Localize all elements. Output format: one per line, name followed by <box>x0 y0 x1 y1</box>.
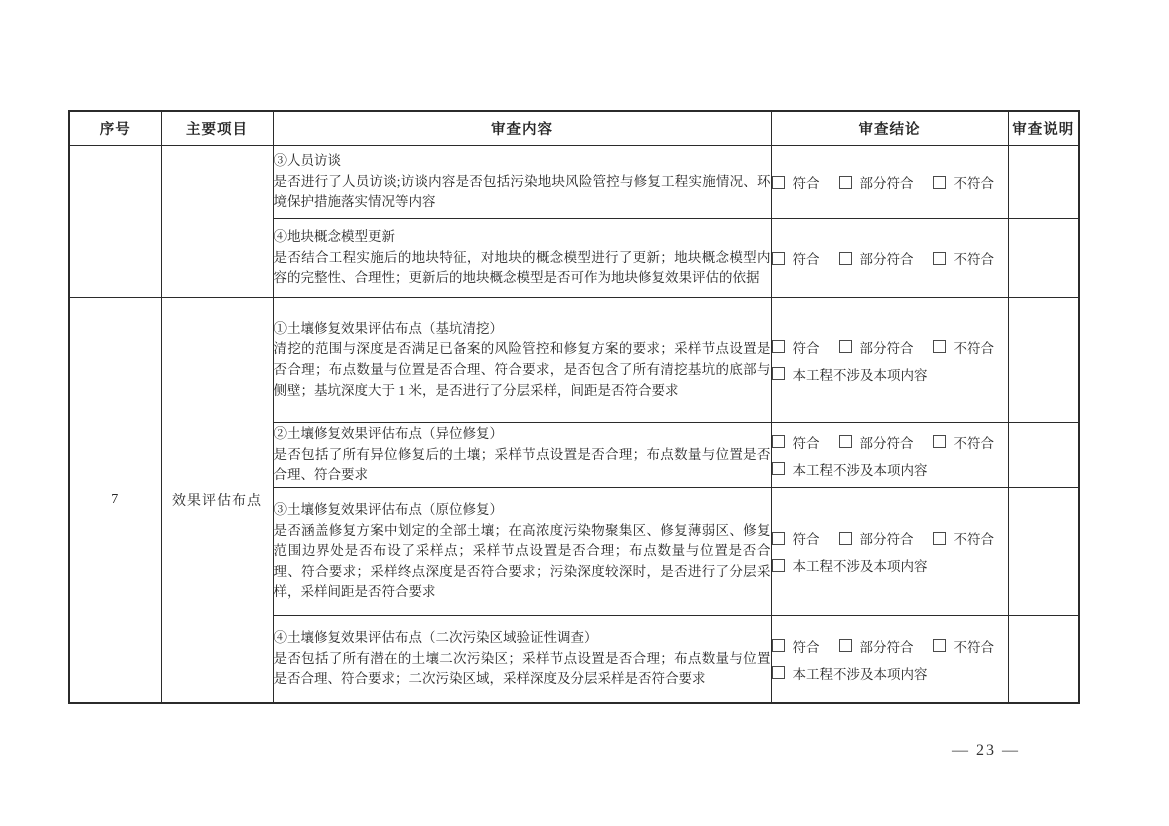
item-body: 是否进行了人员访谈;访谈内容是否包括污染地块风险管控与修复工程实施情况、环境保护措施落实情况等内容 <box>273 173 771 210</box>
option-label: 不符合 <box>953 532 994 547</box>
content-cell <box>273 146 771 219</box>
option-partial <box>839 248 914 268</box>
header-conclusion: 审查结论 <box>771 111 1008 146</box>
note-cell <box>1008 423 1079 488</box>
checkbox-icon <box>933 532 946 545</box>
review-table <box>68 110 1080 704</box>
checkbox-icon <box>839 639 852 652</box>
option-nonconform <box>933 172 995 192</box>
serial-cell: 7 <box>69 298 161 704</box>
conclusion-cell <box>771 488 1008 616</box>
option-label: 不符合 <box>953 639 994 655</box>
option-label: 部分符合 <box>859 176 914 191</box>
item-title: ③人员访谈 <box>273 153 341 169</box>
option-not-involved <box>772 364 928 384</box>
option-partial <box>839 528 914 548</box>
option-label: 本工程不涉及本项内容 <box>792 559 928 574</box>
note-cell <box>1008 298 1079 423</box>
conclusion-cell <box>771 616 1008 704</box>
item-title: ③土壤修复效果评估布点（原位修复） <box>273 502 503 518</box>
item-body: 是否结合工程实施后的地块特征，对地块的概念模型进行了更新；地块概念模型内容的完整性、合理性；更新后的地块概念模型是否可作为地块修复效果评估的依据 <box>273 249 771 286</box>
option-partial <box>839 337 914 357</box>
checkbox-icon <box>772 435 785 448</box>
header-note: 审查说明 <box>1008 111 1079 146</box>
note-cell <box>1008 146 1079 219</box>
option-not-involved <box>772 459 928 479</box>
header-content: 审查内容 <box>273 111 771 146</box>
option-label: 部分符合 <box>859 532 914 547</box>
checkbox-icon <box>933 435 946 448</box>
option-label: 符合 <box>792 252 820 267</box>
item-body: 清挖的范围与深度是否满足已备案的风险管控和修复方案的要求；采样节点设置是否合理；布点数量与位置是否合理、符合要求，是否包含了所有清挖基坑的底部与侧壁；基坑深度大于 1 米，是否进行了分层采样，间距是否符合要求 <box>273 341 771 398</box>
option-conform <box>772 528 820 548</box>
item-title: ①土壤修复效果评估布点（基坑清挖） <box>273 320 503 336</box>
option-label: 不符合 <box>953 340 994 356</box>
option-nonconform <box>933 432 995 452</box>
conclusion-cell <box>771 298 1008 423</box>
item-title: ②土壤修复效果评估布点（异位修复） <box>273 426 503 442</box>
checkbox-icon <box>772 462 785 475</box>
conclusion-cell <box>771 219 1008 298</box>
checkbox-icon <box>772 639 785 652</box>
option-label: 符合 <box>792 340 820 356</box>
option-nonconform <box>933 636 995 656</box>
option-conform <box>772 636 820 656</box>
note-cell <box>1008 616 1079 704</box>
checkbox-icon <box>933 639 946 652</box>
checkbox-icon <box>839 340 852 353</box>
item-body: 是否包括了所有异位修复后的土壤；采样节点设置是否合理；布点数量与位置是否合理、符合要求 <box>273 446 771 483</box>
checkbox-icon <box>772 532 785 545</box>
option-nonconform <box>933 337 995 357</box>
option-label: 符合 <box>792 176 820 191</box>
checkbox-icon <box>839 252 852 265</box>
checkbox-icon <box>772 340 785 353</box>
checkbox-icon <box>772 559 785 572</box>
option-nonconform <box>933 248 995 268</box>
item-body: 是否包括了所有潜在的土壤二次污染区；采样节点设置是否合理；布点数量与位置是否合理、符合要求；二次污染区域，采样深度及分层采样是否符合要求 <box>273 650 771 687</box>
option-partial <box>839 432 914 452</box>
option-label: 部分符合 <box>859 435 914 451</box>
option-label: 不符合 <box>953 435 994 451</box>
project-cell: 效果评估布点 <box>161 298 273 704</box>
header-project: 主要项目 <box>161 111 273 146</box>
checkbox-icon <box>839 435 852 448</box>
option-label: 不符合 <box>953 252 994 267</box>
item-body: 是否涵盖修复方案中划定的全部土壤；在高浓度污染物聚集区、修复薄弱区、修复范围边界处是否布设了采样点；采样节点设置是否合理；布点数量与位置是否合理、符合要求；采样终点深度是否符合要求；污染深度较深时，是否进行了分层采样，采样间距是否符合要求 <box>273 522 771 600</box>
option-conform <box>772 248 820 268</box>
checkbox-icon <box>772 252 785 265</box>
checkbox-icon <box>772 176 785 189</box>
checkbox-icon <box>839 176 852 189</box>
serial-cell <box>69 146 161 298</box>
option-conform <box>772 172 820 192</box>
option-conform <box>772 337 820 357</box>
checkbox-icon <box>933 252 946 265</box>
checkbox-icon <box>772 666 785 679</box>
option-partial <box>839 172 914 192</box>
checkbox-icon <box>839 532 852 545</box>
option-partial <box>839 636 914 656</box>
option-label: 部分符合 <box>859 340 914 356</box>
option-nonconform <box>933 528 995 548</box>
note-cell <box>1008 219 1079 298</box>
project-cell <box>161 146 273 298</box>
option-label: 部分符合 <box>859 639 914 655</box>
option-label: 符合 <box>792 532 820 547</box>
note-cell <box>1008 488 1079 616</box>
table-row <box>69 146 1079 219</box>
content-cell <box>273 219 771 298</box>
conclusion-cell <box>771 423 1008 488</box>
option-label: 不符合 <box>953 176 994 191</box>
table-header-row <box>69 111 1079 146</box>
item-title: ④土壤修复效果评估布点（二次污染区域验证性调查） <box>273 630 598 646</box>
header-serial: 序号 <box>69 111 161 146</box>
content-cell <box>273 423 771 488</box>
checkbox-icon <box>933 176 946 189</box>
conclusion-cell <box>771 146 1008 219</box>
content-cell <box>273 488 771 616</box>
option-label: 部分符合 <box>859 252 914 267</box>
content-cell <box>273 616 771 704</box>
option-label: 本工程不涉及本项内容 <box>792 462 928 478</box>
content-cell <box>273 298 771 423</box>
page-number: — 23 — <box>952 742 1020 759</box>
table-row <box>69 298 1079 423</box>
option-label: 符合 <box>792 435 820 451</box>
option-not-involved <box>772 663 928 683</box>
item-title: ④地块概念模型更新 <box>273 229 395 245</box>
option-label: 符合 <box>792 639 820 655</box>
checkbox-icon <box>772 367 785 380</box>
checkbox-icon <box>933 340 946 353</box>
option-not-involved <box>772 555 928 575</box>
option-label: 本工程不涉及本项内容 <box>792 666 928 682</box>
option-label: 本工程不涉及本项内容 <box>792 367 928 383</box>
option-conform <box>772 432 820 452</box>
